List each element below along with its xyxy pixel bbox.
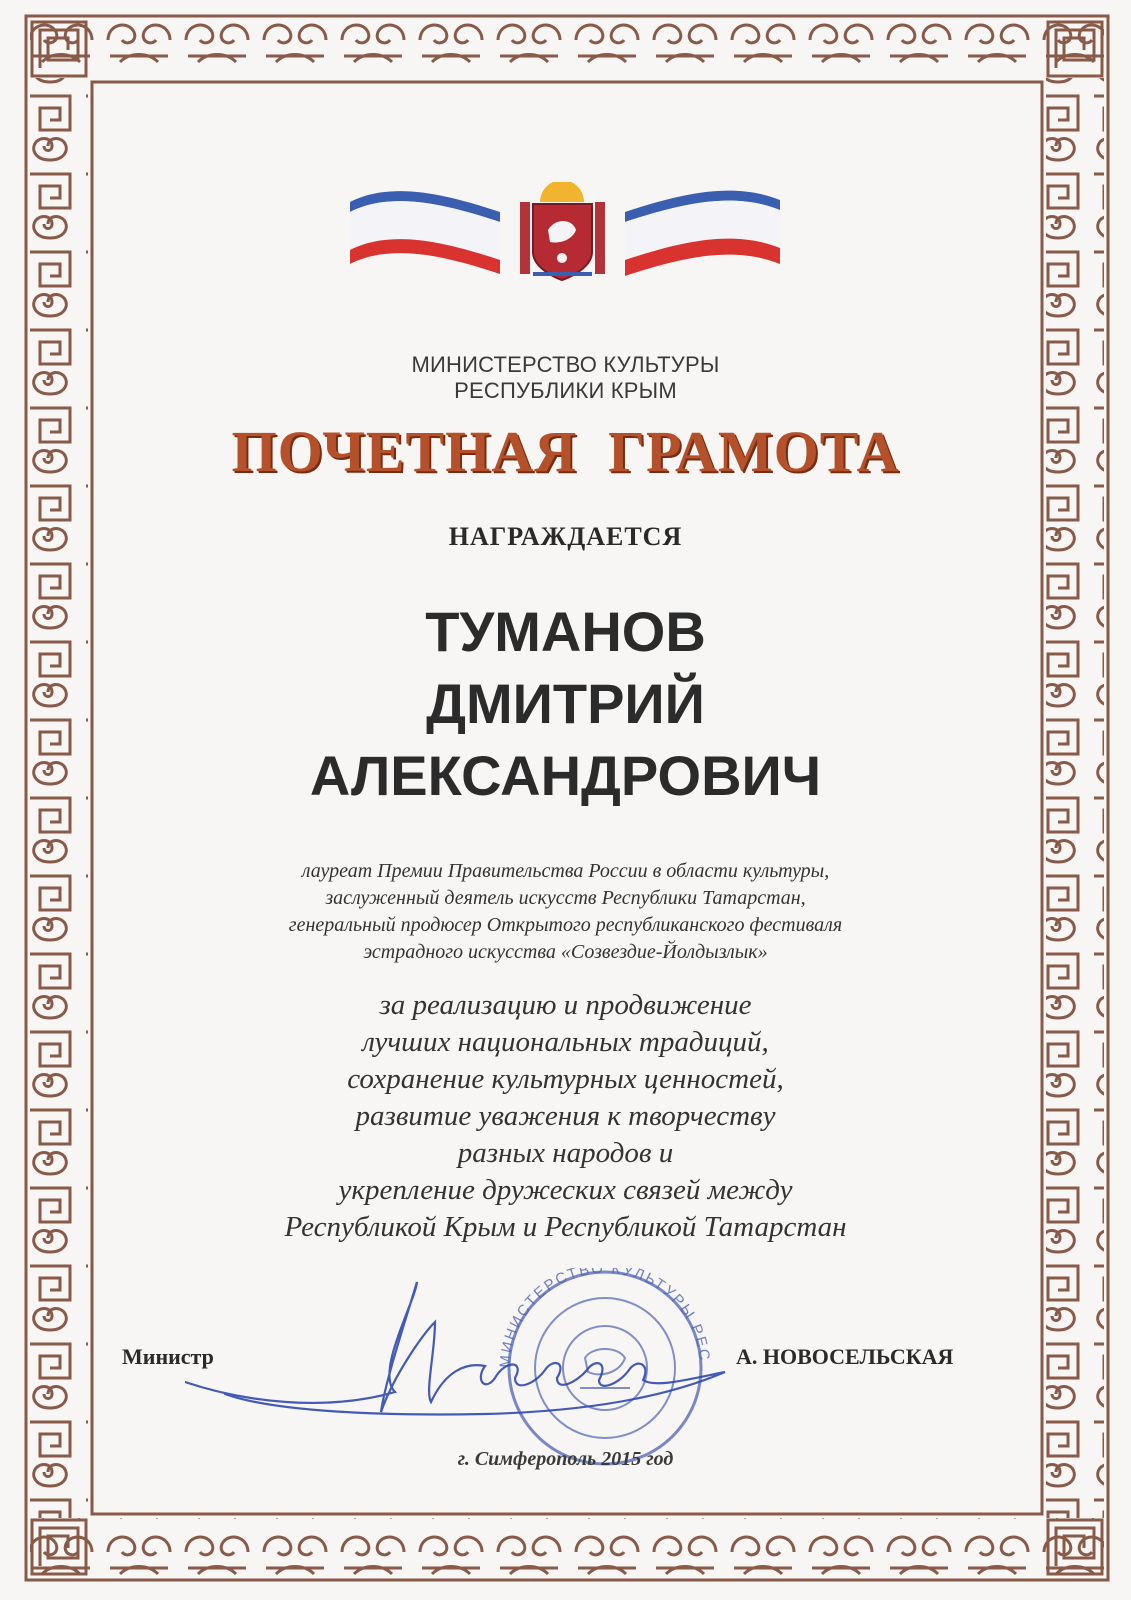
stamp-text: МИНИСТЕРСТВО КУЛЬТУРЫ РЕС: [496, 1268, 713, 1369]
award-reason: [0, 987, 1131, 1246]
recipient-surname: ТУМАНОВ: [425, 600, 706, 663]
recipient-title-line: лауреат Премии Правительства России в области культуры,: [301, 860, 830, 882]
reason-line: укрепление дружеских связей между: [338, 1174, 793, 1206]
minister-name: А. НОВОСЕЛЬСКАЯ: [736, 1344, 954, 1369]
handwritten-signature: [185, 1262, 745, 1437]
reason-line: разных народов и: [457, 1137, 674, 1169]
recipient-first-name: ДМИТРИЙ: [426, 672, 705, 735]
recipient-title-line: генеральный продюсер Открытого республиканского фестиваля: [288, 914, 843, 936]
recipient-title-line: эстрадного искусства «Созвездие-Йолдызлык»: [363, 941, 768, 963]
reason-line: Республикой Крым и Республикой Татарстан: [284, 1211, 847, 1243]
ministry-line-2: РЕСПУБЛИКИ КРЫМ: [454, 378, 677, 403]
recipient-name: [0, 596, 1131, 812]
right-flag-icon: [625, 191, 780, 276]
place-and-date: г. Симферополь 2015 год: [457, 1448, 674, 1470]
recipient-titles: [0, 858, 1131, 966]
recipient-patronymic: АЛЕКСАНДРОВИЧ: [309, 744, 822, 807]
left-flag-icon: [350, 191, 500, 274]
reason-line: сохранение культурных ценностей,: [347, 1063, 784, 1095]
reason-line: за реализацию и продвижение: [379, 989, 752, 1021]
emblem-with-flags: [350, 182, 795, 292]
ministry-line-1: МИНИСТЕРСТВО КУЛЬТУРЫ: [411, 352, 720, 377]
reason-line: лучших национальных традиций,: [362, 1026, 769, 1058]
ministry-heading: [0, 352, 1131, 404]
minister-position-label: Министр: [122, 1344, 214, 1369]
recipient-title-line: заслуженный деятель искусств Республики Татарстан,: [325, 887, 806, 909]
awarded-label: НАГРАЖДАЕТСЯ: [448, 522, 683, 551]
crimea-coat-of-arms-icon: [520, 182, 605, 280]
certificate-title: ПОЧЕТНАЯ ГРАМОТА: [231, 419, 900, 484]
reason-line: развитие уважения к творчеству: [355, 1100, 776, 1132]
